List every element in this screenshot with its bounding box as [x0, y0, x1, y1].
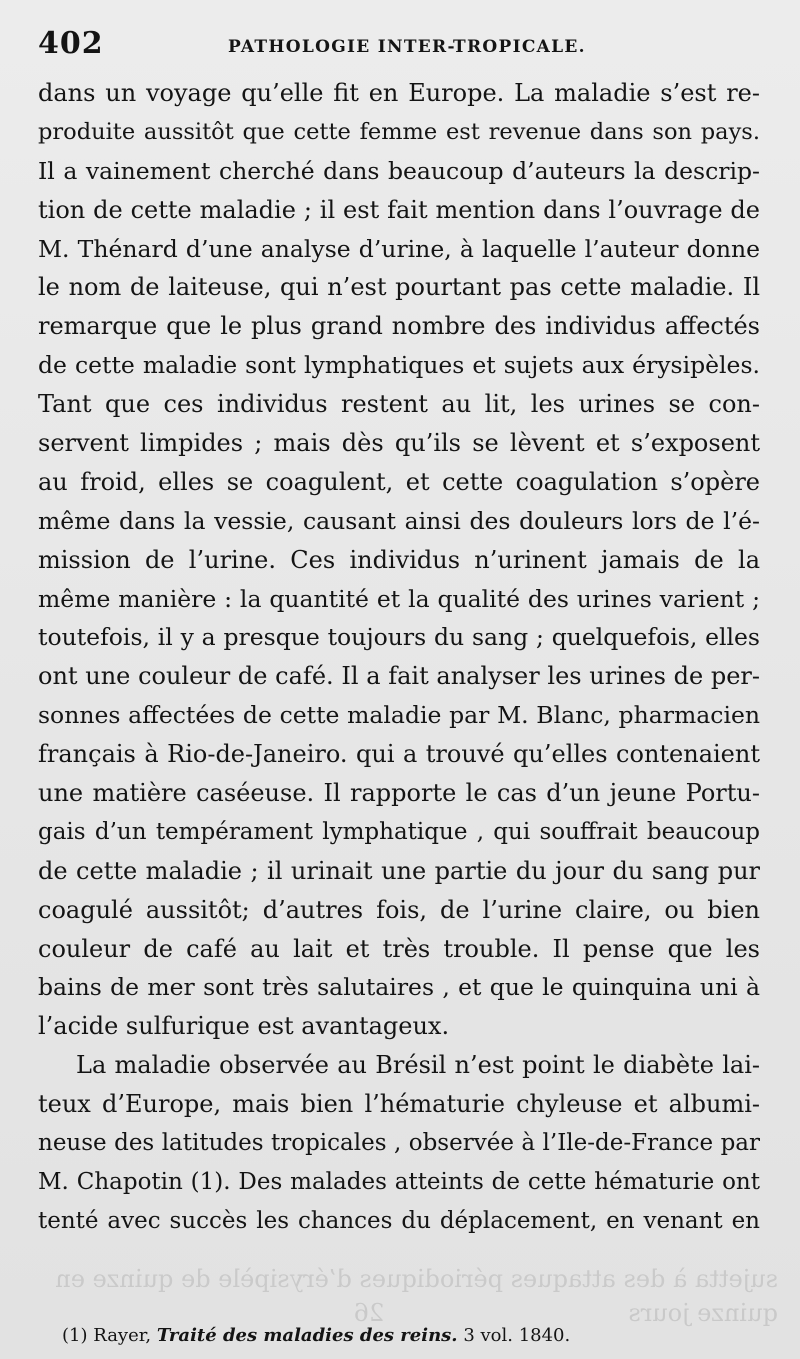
- text-line: le nom de laiteuse, qui n’est pourtant pas cette maladie. Il: [38, 273, 760, 302]
- text-line: Tant que ces individus restent au lit, les urines se con-: [38, 390, 760, 419]
- text-line: M. Thénard d’une analyse d’urine, à laquelle l’auteur donne: [38, 234, 760, 263]
- footnote-author: Rayer,: [93, 1325, 152, 1346]
- text-line: couleur de café au lait et très trouble. Il pense que les: [38, 934, 760, 963]
- text-line: neuse des latitudes tropicales , observée à l’Ile-de-France par: [38, 1130, 760, 1157]
- text-line: teux d’Europe, mais bien l’hématurie chyleuse et albumi-: [38, 1090, 760, 1119]
- paragraph-end-line: l’acide sulfurique est avantageux.: [38, 1012, 450, 1041]
- body-text: [38, 74, 760, 1241]
- text-line: gais d’un tempérament lymphatique , qui souffrait beaucoup: [38, 818, 760, 845]
- text-line: ont une couleur de café. Il a fait analyser les urines de per-: [38, 662, 760, 691]
- footnote-title: Traité des maladies des reins.: [156, 1325, 458, 1346]
- text-line: tenté avec succès les chances du déplacement, en venant en: [38, 1207, 760, 1234]
- text-line: au froid, elles se coagulent, et cette coagulation s’opère: [38, 467, 760, 496]
- text-line: mission de l’urine. Ces individus n’urinent jamais de la: [38, 545, 760, 574]
- text-line: produite aussitôt que cette femme est revenue dans son pays.: [38, 118, 760, 145]
- text-line: Il a vainement cherché dans beaucoup d’auteurs la descrip-: [38, 156, 760, 185]
- text-line: de cette maladie sont lymphatiques et sujets aux érysipèles.: [38, 351, 760, 380]
- show-through-text: sujetta à des attaques périodiques d’érysipèle de quinze en quinze jours 26: [55, 1265, 778, 1327]
- text-line: une matière caséeuse. Il rapporte le cas d’un jeune Portu-: [38, 779, 760, 808]
- text-line: M. Chapotin (1). Des malades atteints de cette hématurie ont: [38, 1168, 760, 1195]
- footnote: [62, 1325, 570, 1346]
- text-line: français à Rio-de-Janeiro. qui a trouvé qu’elles contenaient: [38, 740, 760, 769]
- text-line: tion de cette maladie ; il est fait mention dans l’ouvrage de: [38, 195, 760, 224]
- paragraph-start-line: La maladie observée au Brésil n’est point le diabète lai-: [76, 1051, 760, 1080]
- text-line: servent limpides ; mais dès qu’ils se lèvent et s’exposent: [38, 429, 760, 458]
- footnote-marker: (1): [62, 1325, 88, 1346]
- text-line: même dans la vessie, causant ainsi des douleurs lors de l’é-: [38, 506, 760, 535]
- footnote-details: 3 vol. 1840.: [463, 1325, 571, 1346]
- page-number: 402: [38, 26, 104, 61]
- text-line: coagulé aussitôt; d’autres fois, de l’urine claire, ou bien: [38, 895, 760, 924]
- text-line: bains de mer sont très salutaires , et que le quinquina uni à: [38, 973, 760, 1002]
- text-line: toutefois, il y a presque toujours du sang ; quelquefois, elles: [38, 623, 760, 652]
- text-line: remarque que le plus grand nombre des individus affectés: [38, 312, 760, 341]
- page-header: [38, 26, 760, 66]
- text-line: même manière : la quantité et la qualité des urines varient ;: [38, 584, 760, 613]
- running-title: PATHOLOGIE INTER-TROPICALE.: [228, 37, 586, 57]
- text-line: de cette maladie ; il urinait une partie du jour du sang pur: [38, 856, 760, 885]
- text-line: dans un voyage qu’elle fit en Europe. La maladie s’est re-: [38, 79, 760, 107]
- text-line: sonnes affectées de cette maladie par M. Blanc, pharmacien: [38, 701, 760, 730]
